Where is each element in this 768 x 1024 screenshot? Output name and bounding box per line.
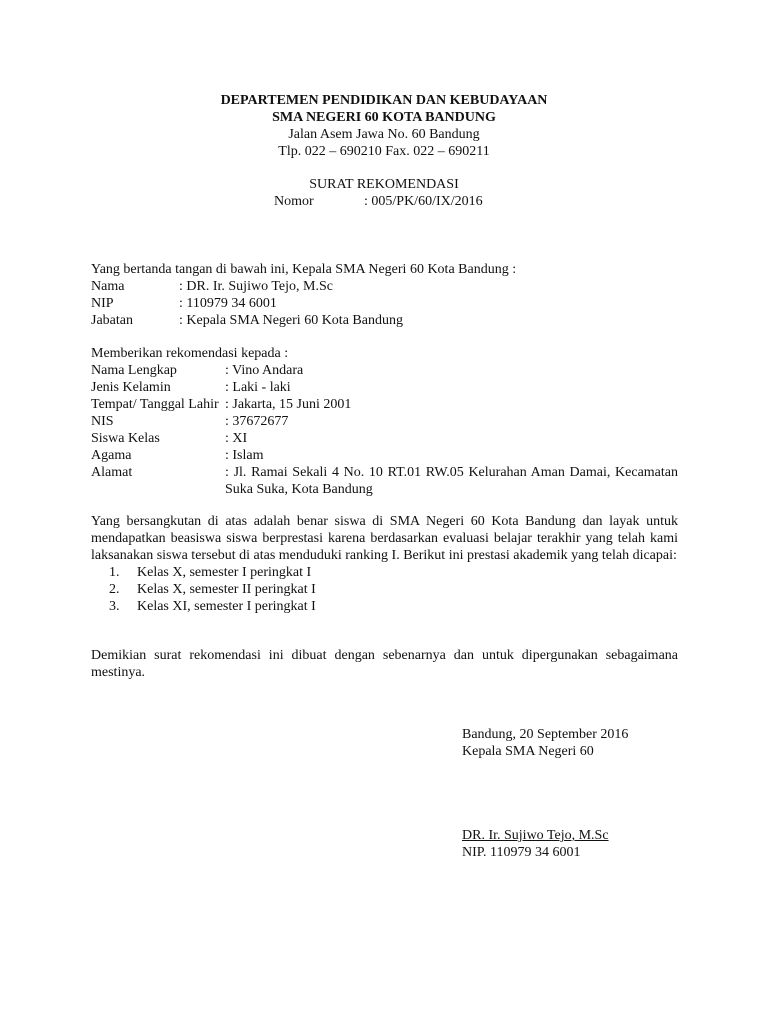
- signer-intro: [91, 261, 678, 278]
- signature-nip: NIP. 110979 34 6001: [462, 845, 581, 860]
- signature-place-date: Bandung, 20 September 2016: [462, 727, 629, 742]
- achievement-number: 3.: [109, 599, 120, 614]
- recipient-gender-value: : Laki - laki: [225, 380, 291, 395]
- signer-intro-text: Yang bertanda tangan di bawah ini, Kepala SMA Negeri 60 Kota Bandung :: [91, 262, 517, 277]
- letter-title-block: [0, 176, 768, 209]
- letterhead-address: Jalan Asem Jawa No. 60 Bandung: [288, 127, 480, 142]
- letterhead-phone-fax: Tlp. 022 – 690210 Fax. 022 – 690211: [278, 144, 490, 159]
- recipient-intro-text: Memberikan rekomendasi kepada :: [91, 346, 289, 361]
- recipient-nis-value: : 37672677: [225, 414, 289, 429]
- recipient-birth-row: [91, 396, 678, 413]
- recipient-address-value: : Jl. Ramai Sekali 4 No. 10 RT.01 RW.05 Kelurahan Aman Damai, Kecamatan Suka Suka, Kota Bandung: [225, 465, 678, 497]
- list-item: [91, 598, 678, 615]
- achievement-list: [91, 564, 678, 615]
- signer-position-value: : Kepala SMA Negeri 60 Kota Bandung: [179, 313, 403, 328]
- recipient-address-row: [91, 464, 678, 498]
- recipient-religion-value: : Islam: [225, 448, 264, 463]
- letterhead: [0, 92, 768, 160]
- signer-name-row: [91, 278, 678, 295]
- signer-position-row: [91, 312, 678, 329]
- recipient-address-label: Alamat: [91, 465, 133, 480]
- achievement-number: 1.: [109, 565, 120, 580]
- recipient-birth-label: Tempat/ Tanggal Lahir: [91, 397, 219, 412]
- signature-block: [462, 726, 628, 760]
- signature-name-block: [462, 827, 609, 861]
- signature-position: Kepala SMA Negeri 60: [462, 744, 594, 759]
- recipient-gender-row: [91, 379, 678, 396]
- recipient-name-row: [91, 362, 678, 379]
- closing-paragraph: Demikian surat rekomendasi ini dibuat dengan sebenarnya dan untuk dipergunakan sebagaimana mestinya.: [91, 648, 678, 680]
- signature-name: DR. Ir. Sujiwo Tejo, M.Sc: [462, 828, 609, 843]
- statement-section: [91, 513, 678, 615]
- signer-nip-value: : 110979 34 6001: [179, 296, 277, 311]
- signer-nip-label: NIP: [91, 296, 114, 311]
- recipient-nis-label: NIS: [91, 414, 114, 429]
- letter-number-row: [274, 193, 483, 210]
- letterhead-department: DEPARTEMEN PENDIDIKAN DAN KEBUDAYAAN: [220, 93, 548, 108]
- letter-number-value: : 005/PK/60/IX/2016: [364, 194, 483, 209]
- signer-nip-row: [91, 295, 678, 312]
- recipient-birth-value: : Jakarta, 15 Juni 2001: [225, 397, 352, 412]
- signer-name-value: : DR. Ir. Sujiwo Tejo, M.Sc: [179, 279, 333, 294]
- list-item: [91, 581, 678, 598]
- recipient-class-label: Siswa Kelas: [91, 431, 160, 446]
- recipient-religion-label: Agama: [91, 448, 132, 463]
- achievement-text: Kelas XI, semester I peringkat I: [137, 599, 316, 614]
- statement-paragraph: Yang bersangkutan di atas adalah benar siswa di SMA Negeri 60 Kota Bandung dan layak untuk mendapatkan beasiswa siswa berprestasi karena berdasarkan evaluasi belajar terakhir yang telah kami laksanakan siswa tersebut di atas menduduki ranking I. Berikut ini prestasi akademik yang telah dicapai:: [91, 514, 678, 563]
- list-item: [91, 564, 678, 581]
- signer-name-label: Nama: [91, 279, 125, 294]
- letter-number-label: Nomor: [274, 194, 314, 209]
- achievement-number: 2.: [109, 582, 120, 597]
- recipient-intro: [91, 345, 678, 362]
- recipient-name-label: Nama Lengkap: [91, 363, 177, 378]
- recipient-nis-row: [91, 413, 678, 430]
- recipient-name-value: : Vino Andara: [225, 363, 304, 378]
- recipient-religion-row: [91, 447, 678, 464]
- signer-section: [91, 261, 678, 329]
- achievement-text: Kelas X, semester I peringkat I: [137, 565, 312, 580]
- achievement-text: Kelas X, semester II peringkat I: [137, 582, 316, 597]
- letter-title: SURAT REKOMENDASI: [309, 177, 459, 192]
- recipient-gender-label: Jenis Kelamin: [91, 380, 171, 395]
- recipient-class-row: [91, 430, 678, 447]
- letterhead-school: SMA NEGERI 60 KOTA BANDUNG: [272, 110, 496, 125]
- recipient-section: [91, 345, 678, 498]
- recipient-class-value: : XI: [225, 431, 248, 446]
- signer-position-label: Jabatan: [91, 313, 133, 328]
